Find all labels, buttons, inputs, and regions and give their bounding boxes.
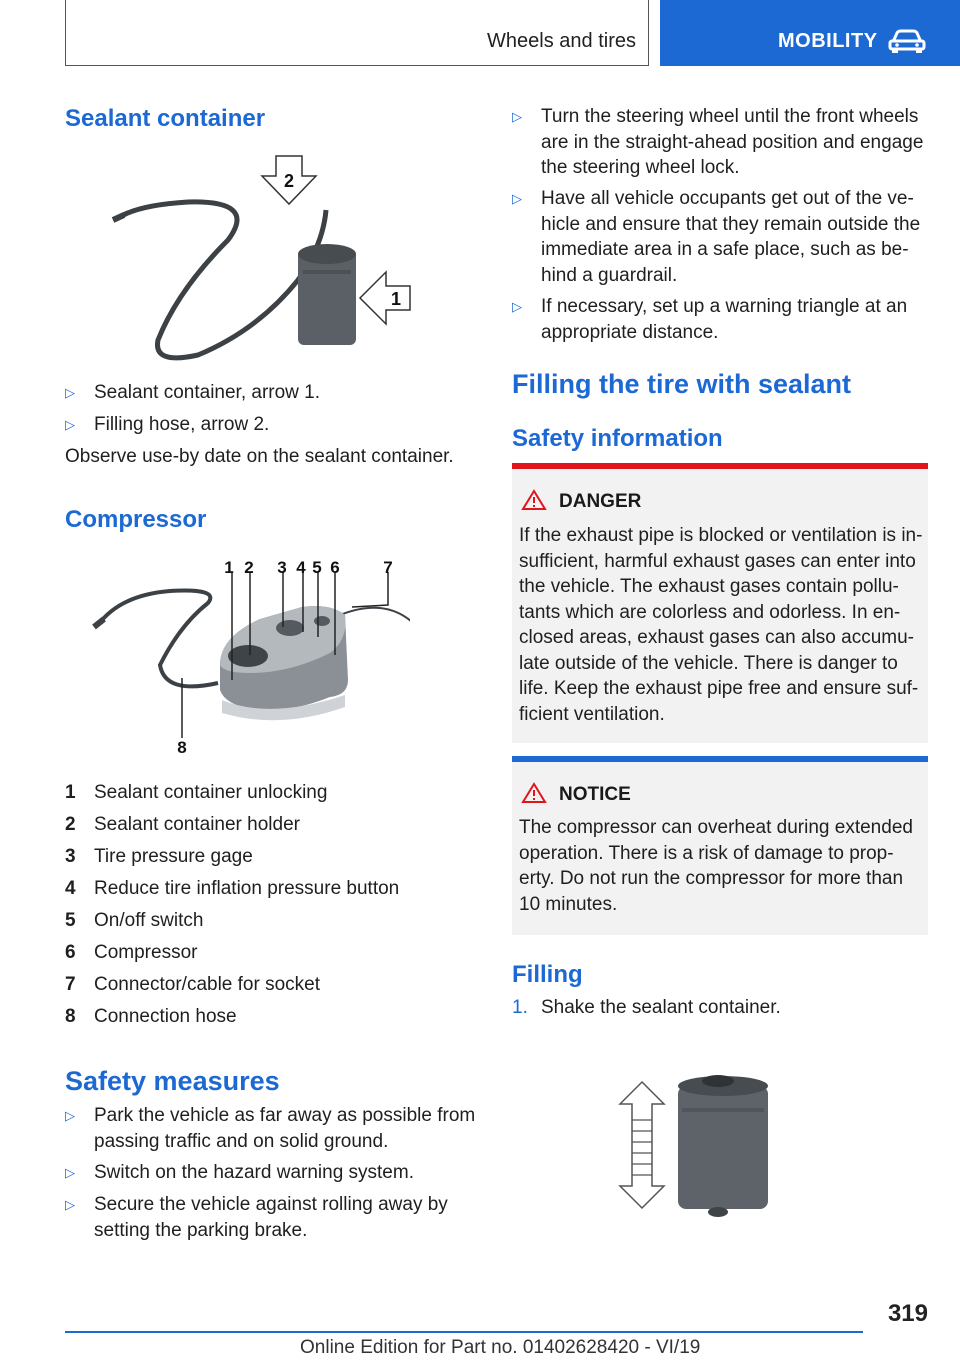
- compressor-legend-item: 3 Tire pressure gage: [65, 846, 253, 867]
- compressor-figure-label-6: 6: [330, 558, 340, 577]
- triangle-bullet-icon: ▷: [65, 1108, 75, 1123]
- shake-container-figure: [612, 1068, 772, 1223]
- compressor-figure-label-4: 4: [296, 558, 306, 577]
- compressor-legend-item: 1 Sealant container unlocking: [65, 782, 328, 803]
- compressor-figure-label-5: 5: [312, 558, 322, 577]
- footer-edition: Online Edition for Part no. 01402628420 - VI/19: [300, 1337, 701, 1358]
- header-chapter-tab[interactable]: [660, 0, 960, 66]
- triangle-bullet-icon: ▷: [65, 1197, 75, 1212]
- danger-bar: [512, 463, 928, 469]
- footer-divider: [65, 1331, 863, 1333]
- safety-bullet: ▷ Switch on the hazard warning system.: [65, 1160, 414, 1186]
- triangle-bullet-icon: ▷: [65, 1165, 75, 1180]
- safety-bullet: ▷ Have all vehicle occupants get out of the ve- hicle and ensure that they remain outside the immediate area in a safe place, such as be- hind a guardrail.: [512, 188, 921, 286]
- compressor-legend-item: 6 Compressor: [65, 942, 198, 963]
- safety-bullet: ▷ If necessary, set up a warning triangle at an appropriate distance.: [512, 296, 908, 343]
- header-section-box: [65, 0, 649, 66]
- compressor-legend-item: 8 Connection hose: [65, 1006, 237, 1027]
- notice-bar: [512, 756, 928, 762]
- sealant-bullet: ▷ Filling hose, arrow 2.: [65, 412, 269, 438]
- triangle-bullet-icon: ▷: [65, 385, 75, 400]
- triangle-bullet-icon: ▷: [512, 299, 522, 314]
- compressor-legend-item: 7 Connector/cable for socket: [65, 974, 321, 995]
- compressor-figure-label-7: 7: [383, 558, 393, 577]
- danger-callout: [512, 463, 928, 743]
- compressor-figure-label-3: 3: [277, 558, 287, 577]
- sealant-container-figure: [108, 150, 418, 365]
- sealant-container-heading: Sealant container: [65, 105, 266, 132]
- safety-bullet: ▷ Turn the steering wheel until the front wheels are in the straight-ahead position and engage the steering wheel lock.: [512, 106, 924, 178]
- filling-heading: Filling: [512, 961, 583, 988]
- triangle-bullet-icon: ▷: [512, 191, 522, 206]
- warning-triangle-icon: [521, 489, 547, 511]
- danger-title: DANGER: [559, 491, 642, 512]
- triangle-bullet-icon: ▷: [65, 417, 75, 432]
- compressor-legend-item: 5 On/off switch: [65, 910, 204, 931]
- notice-text: The compressor can overheat during extended operation. There is a risk of damage to prop- erty. Do not run the compressor for more than 10 minutes.: [519, 817, 913, 915]
- compressor-figure-label-2: 2: [244, 558, 254, 577]
- filling-step: 1. Shake the sealant container.: [512, 997, 781, 1018]
- safety-measures-heading: Safety measures: [65, 1066, 280, 1096]
- sealant-figure-label-1: 1: [390, 289, 402, 309]
- filling-tire-heading: Filling the tire with sealant: [512, 369, 852, 399]
- safety-information-heading: Safety information: [512, 425, 723, 452]
- triangle-bullet-icon: ▷: [512, 109, 522, 124]
- compressor-legend-item: 4 Reduce tire inflation pressure button: [65, 878, 400, 899]
- warning-triangle-icon: [521, 782, 547, 804]
- page-number: 319: [887, 1300, 928, 1327]
- compressor-figure: [90, 555, 410, 760]
- danger-text: If the exhaust pipe is blocked or ventilation is in- sufficient, harmful exhaust gases can enter into the vehicle. The exhaust gases contain pollu- tants which are colorless and odorless. In en- closed areas, exhaust gases can also accumu- late outside of the vehicle. There is danger to life. Keep the exhaust pipe free and ensure suf- ficient ventilation.: [519, 525, 923, 725]
- safety-bullet: ▷ Park the vehicle as far away as possible from passing traffic and on solid ground.: [65, 1105, 476, 1152]
- header-chapter-label: MOBILITY: [778, 30, 878, 52]
- compressor-heading: Compressor: [65, 506, 207, 533]
- sealant-note: Observe use-by date on the sealant container.: [65, 446, 454, 467]
- compressor-figure-label-1: 1: [224, 558, 234, 577]
- compressor-legend-item: 2 Sealant container holder: [65, 814, 300, 835]
- car-icon: [888, 28, 926, 54]
- compressor-figure-label-8: 8: [177, 738, 187, 757]
- notice-callout: [512, 756, 928, 935]
- sealant-bullet: ▷ Sealant container, arrow 1.: [65, 380, 320, 406]
- safety-bullet: ▷ Secure the vehicle against rolling away by setting the parking brake.: [65, 1194, 448, 1241]
- sealant-figure-label-2: 2: [283, 171, 295, 191]
- notice-title: NOTICE: [559, 784, 631, 805]
- header-section-title: Wheels and tires: [487, 30, 636, 52]
